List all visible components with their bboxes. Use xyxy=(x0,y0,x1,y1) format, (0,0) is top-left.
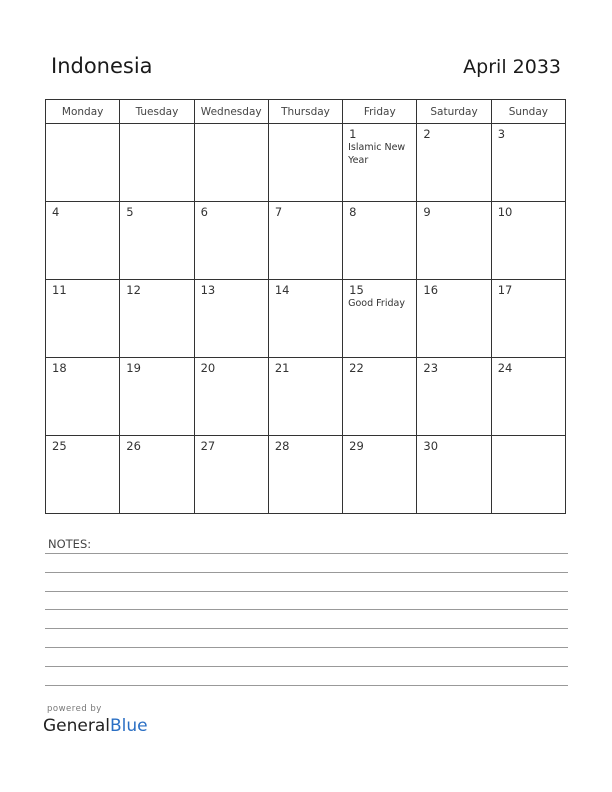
day-cell xyxy=(343,202,417,280)
day-number: 15 xyxy=(349,283,364,297)
day-cell xyxy=(343,280,417,358)
day-cell xyxy=(120,202,194,280)
day-cell xyxy=(343,436,417,514)
day-cell xyxy=(46,202,120,280)
day-cell xyxy=(268,124,342,202)
day-cell xyxy=(491,358,565,436)
brand-blue-text: Blue xyxy=(110,716,148,736)
weekday-thursday: Thursday xyxy=(268,100,342,124)
notes-line xyxy=(45,553,568,554)
notes-line xyxy=(45,609,568,610)
powered-by-text: powered by xyxy=(47,704,102,714)
day-number: 17 xyxy=(497,283,513,297)
weekday-friday: Friday xyxy=(343,100,417,124)
weekday-saturday: Saturday xyxy=(417,100,491,124)
day-number: 16 xyxy=(423,283,439,297)
notes-line xyxy=(45,628,568,629)
holiday-label: Good Friday xyxy=(348,298,405,309)
day-cell xyxy=(491,124,565,202)
day-number: 23 xyxy=(423,361,439,375)
day-cell xyxy=(120,280,194,358)
day-cell xyxy=(343,124,417,202)
day-number: 9 xyxy=(423,205,431,219)
day-number: 19 xyxy=(126,361,141,375)
day-number: 27 xyxy=(200,439,216,453)
day-number: 8 xyxy=(349,205,357,219)
week-row xyxy=(46,280,566,358)
week-row xyxy=(46,202,566,280)
month-year-title: April 2033 xyxy=(463,56,561,78)
notes-line xyxy=(45,685,568,686)
day-cell xyxy=(194,358,268,436)
day-number: 28 xyxy=(274,439,290,453)
notes-line xyxy=(45,666,568,667)
day-cell xyxy=(268,280,342,358)
day-number: 18 xyxy=(52,361,67,375)
week-row xyxy=(46,358,566,436)
day-cell xyxy=(417,124,491,202)
day-cell xyxy=(268,358,342,436)
notes-line xyxy=(45,572,568,573)
week-row xyxy=(46,436,566,514)
week-row xyxy=(46,124,566,202)
day-cell xyxy=(194,280,268,358)
day-cell xyxy=(417,436,491,514)
day-number: 12 xyxy=(126,283,141,297)
day-cell xyxy=(417,202,491,280)
day-cell xyxy=(268,436,342,514)
day-cell xyxy=(120,436,194,514)
day-cell xyxy=(120,358,194,436)
holiday-label: Islamic New Year xyxy=(348,142,406,166)
generalblue-logo xyxy=(43,716,148,736)
day-cell xyxy=(194,436,268,514)
day-cell xyxy=(268,202,342,280)
day-number: 22 xyxy=(349,361,364,375)
weekday-tuesday: Tuesday xyxy=(120,100,194,124)
day-number: 26 xyxy=(126,439,141,453)
weekday-monday: Monday xyxy=(46,100,120,124)
day-number: 14 xyxy=(274,283,290,297)
day-cell xyxy=(491,280,565,358)
day-cell xyxy=(417,280,491,358)
country-title: Indonesia xyxy=(51,54,153,78)
day-number: 30 xyxy=(423,439,439,453)
day-number: 4 xyxy=(52,205,60,219)
day-number: 7 xyxy=(274,205,283,219)
day-cell xyxy=(46,436,120,514)
day-number: 1 xyxy=(349,127,357,141)
weekday-header-row xyxy=(46,100,566,124)
day-cell xyxy=(491,202,565,280)
notes-label: NOTES: xyxy=(48,537,92,551)
day-number: 3 xyxy=(497,127,506,141)
day-number: 13 xyxy=(200,283,216,297)
day-number: 6 xyxy=(200,205,208,219)
day-cell xyxy=(46,358,120,436)
weekday-sunday: Sunday xyxy=(491,100,565,124)
day-cell xyxy=(194,124,268,202)
day-number: 5 xyxy=(126,205,134,219)
day-cell xyxy=(46,280,120,358)
brand-general-text: General xyxy=(43,716,110,736)
day-cell xyxy=(491,436,565,514)
day-cell xyxy=(343,358,417,436)
calendar-grid xyxy=(45,99,566,514)
day-number: 29 xyxy=(349,439,364,453)
day-number: 24 xyxy=(497,361,513,375)
notes-line xyxy=(45,591,568,592)
weekday-wednesday: Wednesday xyxy=(194,100,268,124)
day-number: 21 xyxy=(274,361,290,375)
day-cell xyxy=(417,358,491,436)
notes-line xyxy=(45,647,568,648)
day-cell xyxy=(194,202,268,280)
day-number: 10 xyxy=(497,205,513,219)
day-number: 20 xyxy=(200,361,216,375)
day-cell xyxy=(46,124,120,202)
day-number: 2 xyxy=(423,127,431,141)
day-cell xyxy=(120,124,194,202)
day-number: 11 xyxy=(52,283,67,297)
day-number: 25 xyxy=(52,439,67,453)
